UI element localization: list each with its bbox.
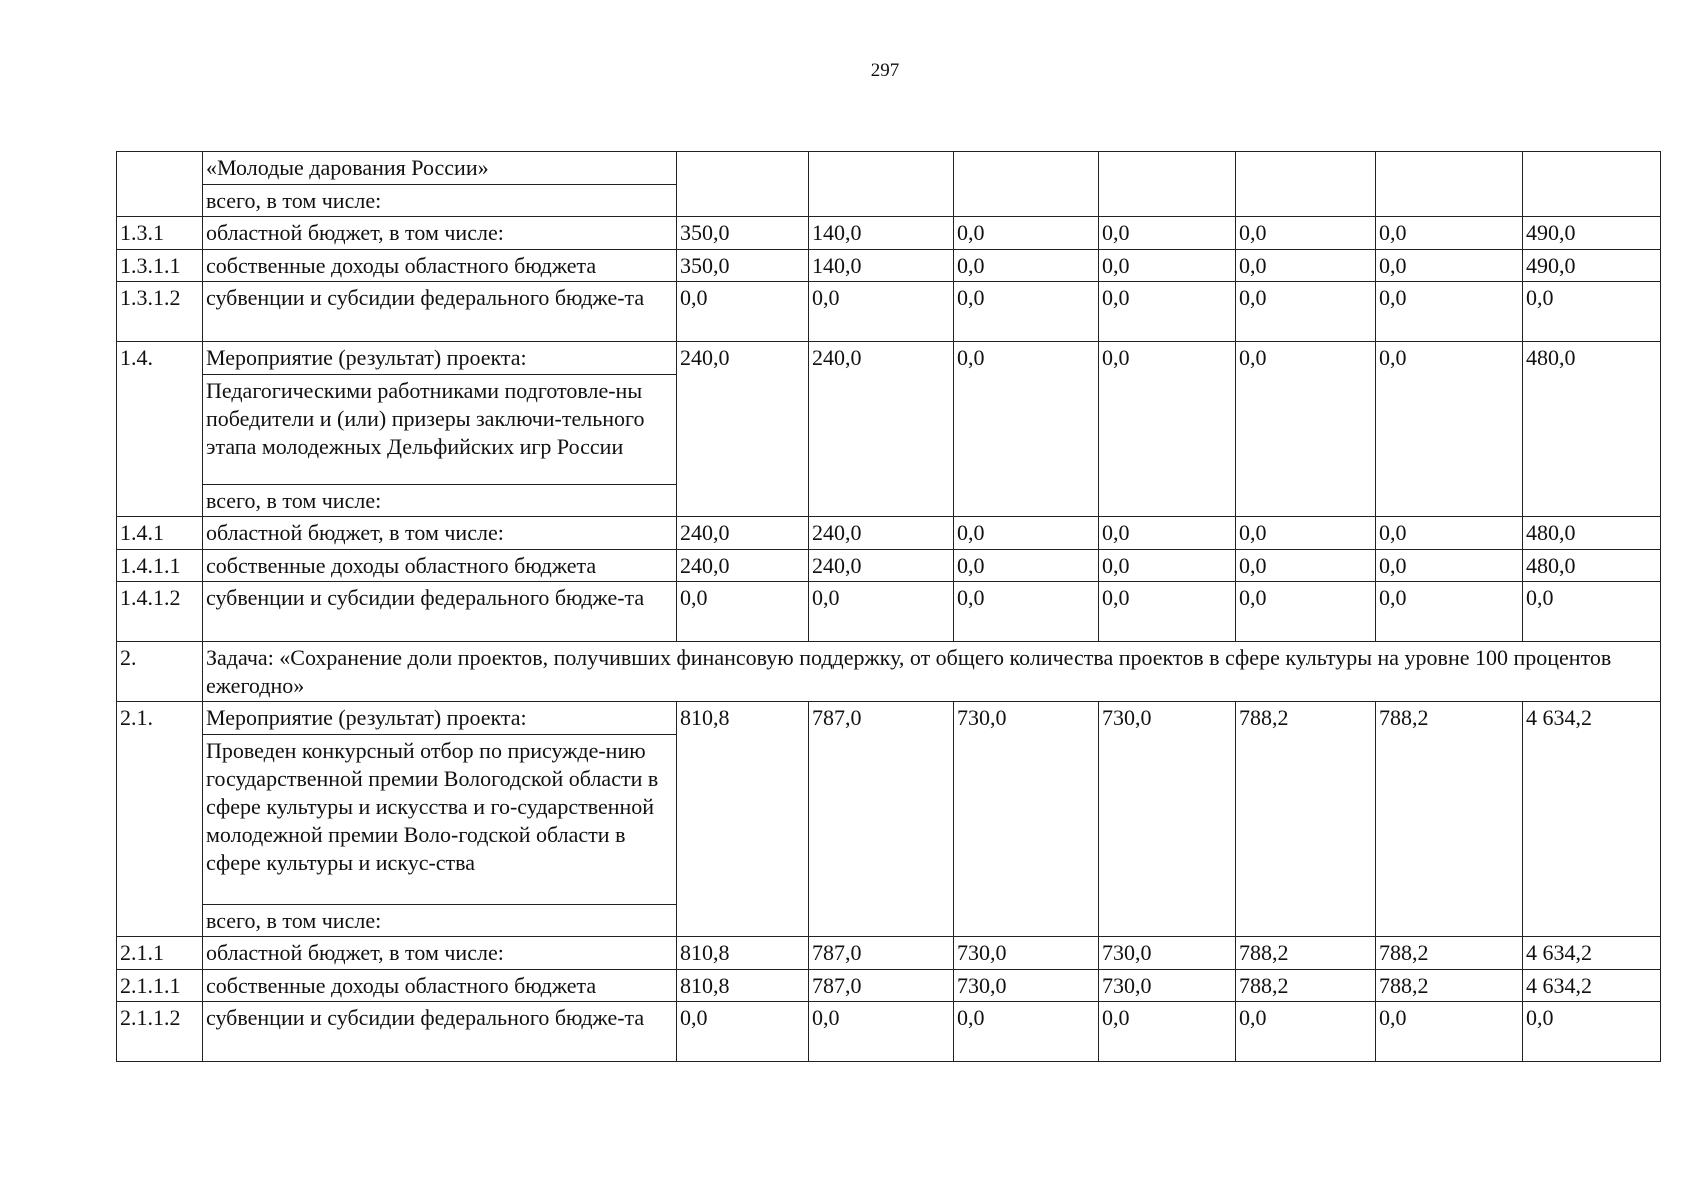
value-cell: 240,0: [677, 517, 809, 550]
value-cell: 0,0: [1523, 1002, 1661, 1062]
value-cell: 0,0: [954, 1002, 1099, 1062]
value-cell: 240,0: [809, 550, 954, 582]
table-row: [117, 642, 1661, 702]
value-cell: 0,0: [1236, 1002, 1376, 1062]
value-cell: 0,0: [1236, 217, 1376, 250]
value-cell: 480,0: [1523, 342, 1661, 517]
value-cell: 0,0: [954, 550, 1099, 582]
row-code: 1.4.1.2: [117, 582, 203, 642]
row-code: 1.3.1: [117, 217, 203, 250]
value-cell: 490,0: [1523, 217, 1661, 250]
value-cell: 0,0: [954, 282, 1099, 342]
value-cell: 788,2: [1376, 702, 1523, 937]
value-cell: 788,2: [1236, 970, 1376, 1002]
table-row: [117, 937, 1661, 970]
table-row: [117, 152, 1661, 185]
row-code: 2.: [117, 642, 203, 702]
row-label: областной бюджет, в том числе:: [203, 517, 677, 550]
empty-cell: [1376, 152, 1523, 217]
value-cell: 787,0: [809, 937, 954, 970]
value-cell: 4 634,2: [1523, 937, 1661, 970]
empty-cell: [1099, 152, 1236, 217]
empty-cell: [1236, 152, 1376, 217]
value-cell: 0,0: [677, 1002, 809, 1062]
table-body: [117, 152, 1661, 1062]
row-label: Мероприятие (результат) проекта:: [203, 342, 677, 375]
table-row: [117, 550, 1661, 582]
row-code: 2.1.: [117, 702, 203, 937]
value-cell: 0,0: [1523, 282, 1661, 342]
empty-cell: [1523, 152, 1661, 217]
row-label: всего, в том числе:: [203, 905, 677, 937]
value-cell: 0,0: [1523, 582, 1661, 642]
value-cell: 350,0: [677, 250, 809, 282]
value-cell: 787,0: [809, 970, 954, 1002]
row-label: всего, в том числе:: [203, 485, 677, 517]
value-cell: 0,0: [1236, 282, 1376, 342]
row-label: областной бюджет, в том числе:: [203, 217, 677, 250]
value-cell: 0,0: [1376, 582, 1523, 642]
value-cell: 0,0: [1376, 282, 1523, 342]
row-label: субвенции и субсидии федерального бюдже-та: [203, 282, 677, 342]
value-cell: 0,0: [809, 282, 954, 342]
value-cell: 788,2: [1236, 937, 1376, 970]
value-cell: 0,0: [1376, 250, 1523, 282]
value-cell: 0,0: [954, 582, 1099, 642]
value-cell: 0,0: [1099, 1002, 1236, 1062]
row-code: 2.1.1.1: [117, 970, 203, 1002]
value-cell: 0,0: [954, 217, 1099, 250]
value-cell: 788,2: [1376, 937, 1523, 970]
row-label: собственные доходы областного бюджета: [203, 250, 677, 282]
value-cell: 730,0: [954, 702, 1099, 937]
row-label: Мероприятие (результат) проекта:: [203, 702, 677, 735]
empty-cell: [809, 152, 954, 217]
row-label: субвенции и субсидии федерального бюдже-та: [203, 582, 677, 642]
value-cell: 730,0: [1099, 702, 1236, 937]
table-row: [117, 250, 1661, 282]
value-cell: 240,0: [677, 550, 809, 582]
value-cell: 4 634,2: [1523, 970, 1661, 1002]
value-cell: 0,0: [677, 282, 809, 342]
row-label: «Молодые дарования России»: [203, 152, 677, 185]
value-cell: 0,0: [1236, 342, 1376, 517]
row-code: 1.3.1.1: [117, 250, 203, 282]
empty-cell: [954, 152, 1099, 217]
value-cell: 140,0: [809, 250, 954, 282]
value-cell: 0,0: [809, 582, 954, 642]
measure-description: Педагогическими работниками подготовле-ны победители и (или) призеры заключи-тельного этапа молодежных Дельфийских игр России: [203, 375, 677, 485]
value-cell: 730,0: [954, 970, 1099, 1002]
value-cell: 0,0: [954, 250, 1099, 282]
value-cell: 0,0: [1099, 342, 1236, 517]
row-label: собственные доходы областного бюджета: [203, 970, 677, 1002]
row-code: 1.4.1: [117, 517, 203, 550]
row-code: 2.1.1: [117, 937, 203, 970]
value-cell: 140,0: [809, 217, 954, 250]
value-cell: 0,0: [1376, 550, 1523, 582]
value-cell: 810,8: [677, 702, 809, 937]
value-cell: 810,8: [677, 937, 809, 970]
row-label: всего, в том числе:: [203, 185, 677, 217]
row-code: 1.3.1.2: [117, 282, 203, 342]
table-row: [117, 582, 1661, 642]
value-cell: 0,0: [1099, 582, 1236, 642]
value-cell: 240,0: [809, 342, 954, 517]
value-cell: 0,0: [954, 517, 1099, 550]
value-cell: 0,0: [1099, 217, 1236, 250]
value-cell: 480,0: [1523, 550, 1661, 582]
value-cell: 730,0: [1099, 970, 1236, 1002]
value-cell: 0,0: [677, 582, 809, 642]
value-cell: 0,0: [1099, 550, 1236, 582]
value-cell: 0,0: [1376, 217, 1523, 250]
row-label: областной бюджет, в том числе:: [203, 937, 677, 970]
value-cell: 490,0: [1523, 250, 1661, 282]
value-cell: 0,0: [1099, 282, 1236, 342]
value-cell: 4 634,2: [1523, 702, 1661, 937]
value-cell: 0,0: [954, 342, 1099, 517]
value-cell: 0,0: [1236, 517, 1376, 550]
value-cell: 0,0: [1376, 517, 1523, 550]
value-cell: 0,0: [809, 1002, 954, 1062]
value-cell: 788,2: [1376, 970, 1523, 1002]
task-text: Задача: «Сохранение доли проектов, получивших финансовую поддержку, от общего количества проектов в сфере культуры на уровне 100 процентов ежегодно»: [203, 642, 1661, 702]
budget-table: [116, 151, 1661, 1062]
row-label: субвенции и субсидии федерального бюдже-та: [203, 1002, 677, 1062]
row-label: собственные доходы областного бюджета: [203, 550, 677, 582]
row-code: 1.4.: [117, 342, 203, 517]
measure-description: Проведен конкурсный отбор по присужде-нию государственной премии Вологодской области в сфере культуры и искусства и го-сударственной молодежной премии Воло-годской области в сфере культуры и искус-ства: [203, 735, 677, 905]
table-row: [117, 282, 1661, 342]
value-cell: 0,0: [1376, 1002, 1523, 1062]
value-cell: 0,0: [1236, 550, 1376, 582]
value-cell: 0,0: [1099, 517, 1236, 550]
row-code: [117, 152, 203, 217]
page-number: 297: [870, 60, 900, 81]
value-cell: 0,0: [1099, 250, 1236, 282]
table-row: [117, 970, 1661, 1002]
table-row: [117, 217, 1661, 250]
table-row: [117, 342, 1661, 375]
value-cell: 240,0: [809, 517, 954, 550]
value-cell: 240,0: [677, 342, 809, 517]
table-row: [117, 1002, 1661, 1062]
value-cell: 788,2: [1236, 702, 1376, 937]
value-cell: 0,0: [1376, 342, 1523, 517]
value-cell: 0,0: [1236, 582, 1376, 642]
value-cell: 0,0: [1236, 250, 1376, 282]
value-cell: 480,0: [1523, 517, 1661, 550]
value-cell: 810,8: [677, 970, 809, 1002]
value-cell: 350,0: [677, 217, 809, 250]
table-row: [117, 702, 1661, 735]
row-code: 2.1.1.2: [117, 1002, 203, 1062]
value-cell: 730,0: [1099, 937, 1236, 970]
table-row: [117, 517, 1661, 550]
row-code: 1.4.1.1: [117, 550, 203, 582]
value-cell: 730,0: [954, 937, 1099, 970]
value-cell: 787,0: [809, 702, 954, 937]
empty-cell: [677, 152, 809, 217]
